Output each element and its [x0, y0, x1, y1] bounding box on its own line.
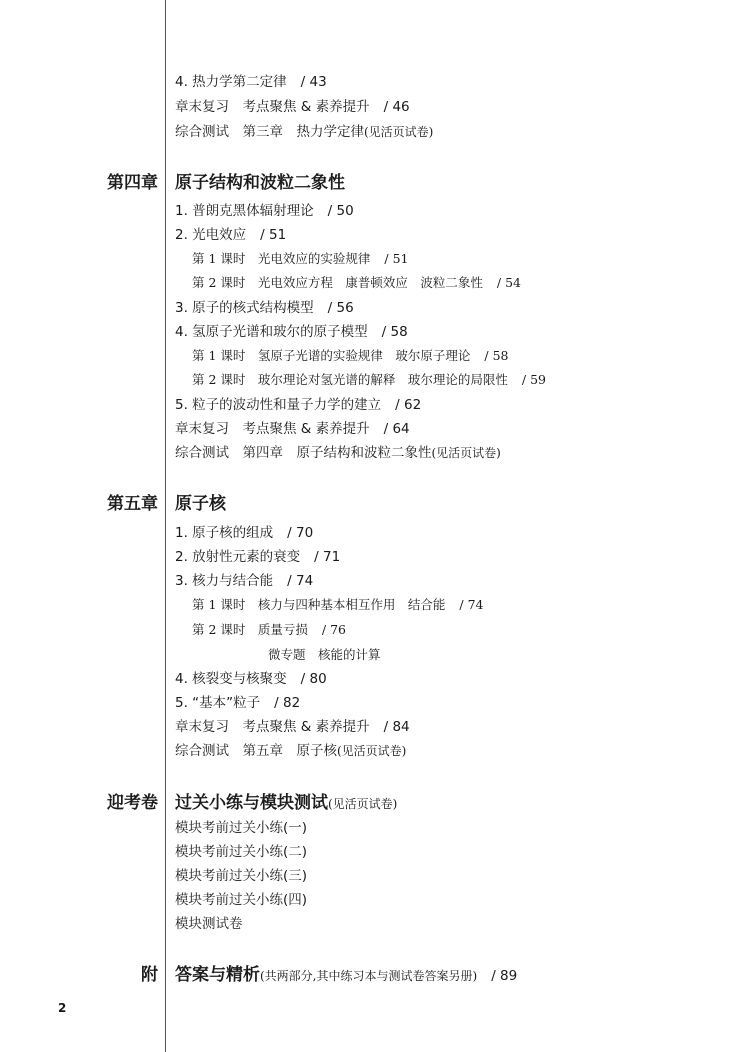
toc-special-topic[interactable] — [268, 645, 381, 665]
entry-note: (见活页试卷) — [337, 744, 407, 758]
toc-entry[interactable] — [175, 395, 421, 415]
toc-entry[interactable] — [175, 914, 243, 934]
entry-page: / 82 — [274, 695, 301, 711]
entry-page: / 74 — [287, 573, 314, 589]
toc-entry[interactable] — [175, 225, 286, 245]
toc-entry[interactable] — [175, 842, 307, 862]
entry-note: (见活页试卷) — [364, 125, 434, 139]
entry-page: / 56 — [327, 300, 354, 316]
entry-title: 模块考前过关小练(三) — [175, 868, 308, 884]
section-title[interactable] — [175, 791, 397, 816]
entry-title: 模块考前过关小练(一) — [175, 820, 308, 836]
entry-title: 模块考前过关小练(四) — [175, 892, 308, 908]
entry-title: 5. “基本”粒子 — [175, 695, 261, 711]
toc-entry[interactable] — [175, 201, 354, 221]
entry-title: 4. 核裂变与核聚变 — [175, 671, 287, 687]
entry-page: / 58 — [381, 324, 408, 340]
entry-title: 3. 核力与结合能 — [175, 573, 274, 589]
chapter-label: 第四章 — [107, 173, 158, 193]
entry-title: 2. 光电效应 — [175, 227, 247, 243]
entry-page: / 50 — [327, 203, 354, 219]
entry-title: 综合测试 第五章 原子核 — [175, 743, 337, 759]
toc-entry[interactable] — [175, 122, 433, 142]
entry-title: 1. 原子核的组成 — [175, 525, 274, 541]
section-title-text: 答案与精析 — [175, 965, 260, 985]
entry-page: / 54 — [496, 275, 521, 290]
entry-title: 微专题 核能的计算 — [268, 647, 381, 662]
entry-page: / 51 — [260, 227, 287, 243]
toc-subentry[interactable] — [192, 346, 509, 366]
entry-page: / 70 — [287, 525, 314, 541]
toc-subentry[interactable] — [192, 595, 484, 615]
chapter-title[interactable]: 原子核 — [175, 494, 226, 514]
entry-title: 第 2 课时 光电效应方程 康普顿效应 波粒二象性 — [192, 275, 483, 290]
section-label: 附 — [141, 965, 158, 985]
entry-title: 综合测试 第三章 热力学定律 — [175, 124, 364, 140]
entry-title: 模块考前过关小练(二) — [175, 844, 308, 860]
entry-title: 1. 普朗克黑体辐射理论 — [175, 203, 314, 219]
section-title-text: 过关小练与模块测试 — [175, 793, 328, 813]
entry-page: / 51 — [384, 251, 409, 266]
toc-subentry[interactable] — [192, 273, 521, 293]
entry-title: 第 2 课时 玻尔理论对氢光谱的解释 玻尔理论的局限性 — [192, 372, 508, 387]
toc-entry[interactable] — [175, 443, 501, 463]
toc-subentry[interactable] — [192, 249, 409, 269]
toc-entry[interactable] — [175, 717, 410, 737]
entry-title: 综合测试 第四章 原子结构和波粒二象性 — [175, 445, 432, 461]
toc-entry[interactable] — [175, 741, 406, 761]
toc-subentry[interactable] — [192, 620, 346, 640]
toc-entry[interactable] — [175, 419, 410, 439]
section-note: (共两部分,其中练习本与测试卷答案另册) — [260, 969, 478, 983]
entry-page: / 76 — [321, 622, 346, 637]
toc-entry[interactable] — [175, 571, 313, 591]
entry-title: 章末复习 考点聚焦 & 素养提升 — [175, 719, 370, 735]
entry-page: / 89 — [491, 968, 518, 984]
entry-title: 4. 热力学第二定律 — [175, 74, 287, 90]
section-label: 迎考卷 — [107, 793, 158, 813]
entry-title: 第 1 课时 核力与四种基本相互作用 结合能 — [192, 597, 446, 612]
toc-entry[interactable] — [175, 890, 307, 910]
section-title[interactable] — [175, 963, 517, 988]
entry-page: / 71 — [314, 549, 341, 565]
entry-title: 4. 氢原子光谱和玻尔的原子模型 — [175, 324, 368, 340]
toc-entry[interactable] — [175, 97, 410, 117]
toc-entry[interactable] — [175, 693, 300, 713]
section-note: (见活页试卷) — [328, 797, 398, 811]
entry-title: 5. 粒子的波动性和量子力学的建立 — [175, 397, 382, 413]
toc-entry[interactable] — [175, 72, 327, 92]
page-number: 2 — [58, 1001, 67, 1015]
toc-entry[interactable] — [175, 547, 340, 567]
entry-page: / 46 — [383, 99, 410, 115]
entry-title: 第 1 课时 光电效应的实验规律 — [192, 251, 371, 266]
entry-title: 2. 放射性元素的衰变 — [175, 549, 301, 565]
toc-entry[interactable] — [175, 322, 408, 342]
toc-entry[interactable] — [175, 298, 354, 318]
entry-title: 章末复习 考点聚焦 & 素养提升 — [175, 421, 370, 437]
entry-note: (见活页试卷) — [431, 446, 501, 460]
entry-page: / 80 — [300, 671, 327, 687]
entry-page: / 64 — [383, 421, 410, 437]
entry-page: / 84 — [383, 719, 410, 735]
entry-title: 第 2 课时 质量亏损 — [192, 622, 308, 637]
chapter-label: 第五章 — [107, 494, 158, 514]
toc-entry[interactable] — [175, 669, 327, 689]
margin-divider-line — [165, 0, 166, 1052]
entry-page: / 43 — [300, 74, 327, 90]
entry-page: / 62 — [395, 397, 422, 413]
entry-title: 模块测试卷 — [175, 916, 243, 932]
chapter-title[interactable]: 原子结构和波粒二象性 — [175, 173, 345, 193]
entry-page: / 58 — [484, 348, 509, 363]
toc-entry[interactable] — [175, 523, 313, 543]
toc-subentry[interactable] — [192, 370, 546, 390]
entry-page: / 59 — [521, 372, 546, 387]
toc-entry[interactable] — [175, 866, 307, 886]
entry-title: 第 1 课时 氢原子光谱的实验规律 玻尔原子理论 — [192, 348, 471, 363]
toc-entry[interactable] — [175, 818, 307, 838]
entry-page: / 74 — [459, 597, 484, 612]
entry-title: 章末复习 考点聚焦 & 素养提升 — [175, 99, 370, 115]
entry-title: 3. 原子的核式结构模型 — [175, 300, 314, 316]
